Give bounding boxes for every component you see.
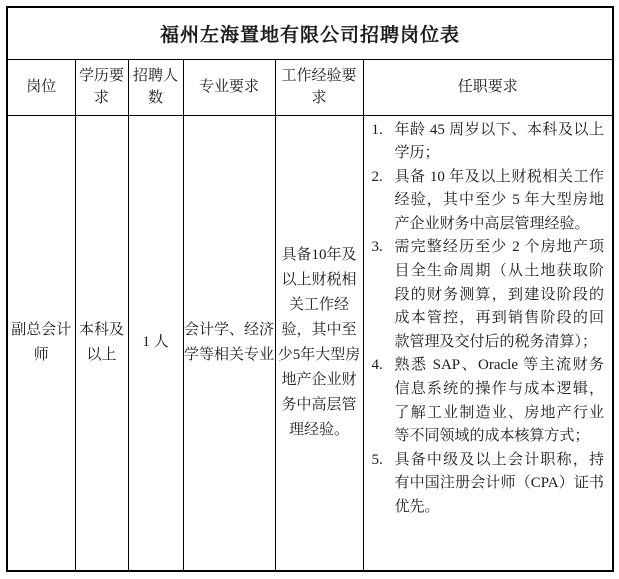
title-row	[7, 7, 613, 59]
requirement-number: 1.	[371, 121, 383, 138]
requirement-text: 具备中级及以上会计职称，持有中国注册会计师（CPA）证书优先。	[394, 451, 605, 515]
cell-position: 副总会计师	[7, 115, 75, 571]
requirement-number: 3.	[371, 239, 383, 256]
requirement-text: 需完整经历至少 2 个房地产项目全生命周期（从土地获取阶段的财务测算，到建设阶段的成本管控，再到销售阶段的回款管理及交付后的税务清算）；	[394, 239, 605, 350]
header-row	[7, 59, 613, 115]
cell-headcount: 1 人	[128, 115, 183, 571]
cell-major: 会计学、经济学等相关专业	[183, 115, 275, 571]
header-cell-education: 学历要求	[75, 59, 128, 115]
requirement-item	[369, 236, 605, 354]
requirement-number: 4.	[371, 357, 383, 374]
requirement-item	[369, 449, 605, 520]
requirement-item	[369, 354, 605, 448]
requirement-number: 5.	[371, 451, 383, 468]
requirement-item	[369, 166, 605, 237]
requirement-item	[369, 119, 605, 166]
header-cell-requirements: 任职要求	[363, 59, 613, 115]
cell-education: 本科及以上	[75, 115, 128, 571]
header-cell-position: 岗位	[7, 59, 75, 115]
header-cell-experience: 工作经验要求	[275, 59, 363, 115]
requirement-number: 2.	[371, 168, 383, 185]
cell-experience: 具备10年及以上财税相关工作经验，其中至少5年大型房地产企业财务中高层管理经验。	[275, 115, 363, 571]
header-cell-headcount: 招聘人数	[128, 59, 183, 115]
recruitment-table	[6, 6, 614, 572]
table-row	[7, 115, 613, 571]
requirement-text: 熟悉 SAP、Oracle 等主流财务信息系统的操作与成本逻辑，了解工业制造业、房地产行业等不同领域的成本核算方式；	[394, 357, 605, 445]
table-title: 福州左海置地有限公司招聘岗位表	[7, 7, 613, 59]
cell-requirements	[363, 115, 613, 571]
header-cell-major: 专业要求	[183, 59, 275, 115]
requirement-text: 具备 10 年及以上财税相关工作经验，其中至少 5 年大型房地产企业财务中高层管理经验。	[394, 168, 605, 232]
requirement-text: 年龄 45 周岁以下、本科及以上学历；	[394, 121, 605, 162]
